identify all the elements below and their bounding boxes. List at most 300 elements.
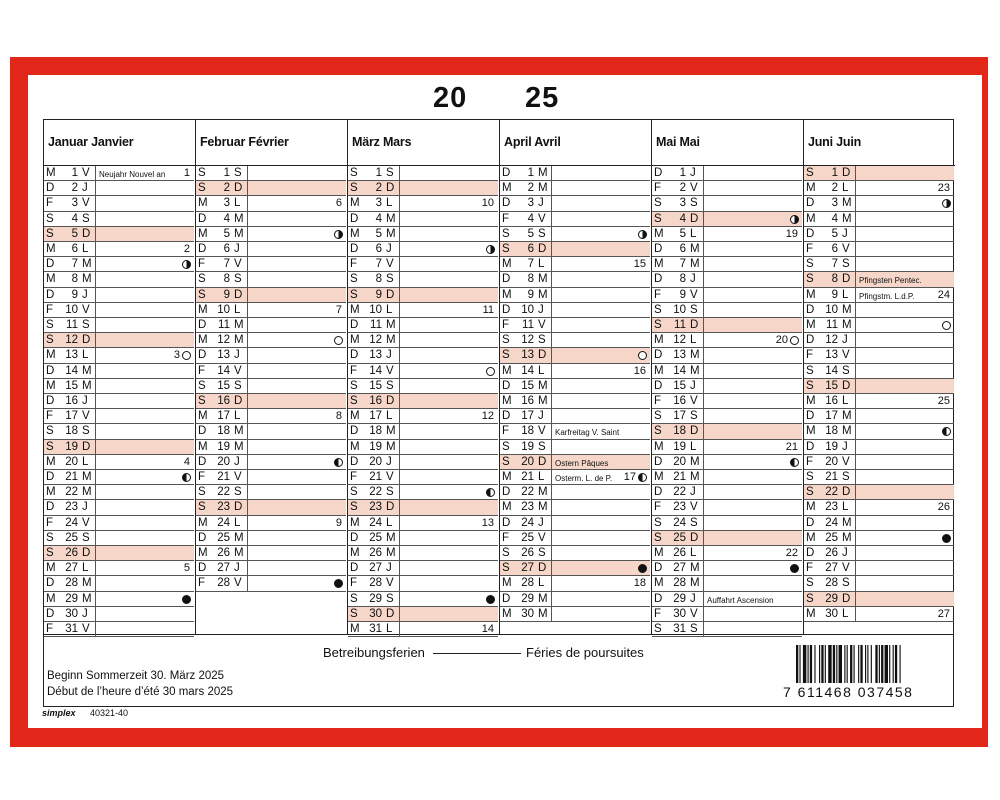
weekday-de: S bbox=[198, 273, 206, 286]
day-row[interactable] bbox=[652, 607, 803, 622]
day-row[interactable] bbox=[500, 455, 651, 470]
day-row[interactable] bbox=[348, 181, 499, 196]
weekday-fr: V bbox=[82, 623, 90, 635]
day-row[interactable] bbox=[348, 500, 499, 515]
day-row[interactable] bbox=[500, 607, 651, 622]
day-row[interactable] bbox=[44, 440, 195, 455]
day-row[interactable] bbox=[348, 257, 499, 272]
weekday-de: M bbox=[198, 410, 208, 423]
day-note-area bbox=[96, 455, 194, 470]
weekday-de: D bbox=[502, 592, 511, 605]
weekday-de: D bbox=[654, 455, 663, 468]
day-row[interactable] bbox=[652, 424, 803, 439]
day-row[interactable] bbox=[196, 333, 347, 348]
day-cell bbox=[348, 455, 399, 470]
cell-divider bbox=[399, 303, 400, 318]
day-row[interactable] bbox=[804, 531, 955, 546]
day-number: 13 bbox=[673, 349, 686, 362]
day-row[interactable] bbox=[348, 592, 499, 607]
day-row[interactable] bbox=[196, 196, 347, 211]
day-row[interactable] bbox=[652, 516, 803, 531]
day-row[interactable] bbox=[44, 409, 195, 424]
day-row[interactable] bbox=[652, 166, 803, 181]
day-row[interactable] bbox=[44, 257, 195, 272]
day-row[interactable] bbox=[44, 318, 195, 333]
day-row[interactable] bbox=[804, 348, 955, 363]
day-row[interactable] bbox=[804, 272, 955, 287]
day-row[interactable] bbox=[500, 181, 651, 196]
day-number: 19 bbox=[217, 440, 230, 453]
weekday-de: S bbox=[654, 623, 662, 635]
barcode-bar bbox=[844, 645, 845, 683]
day-row[interactable] bbox=[804, 364, 955, 379]
day-row[interactable] bbox=[804, 196, 955, 211]
day-row[interactable] bbox=[652, 242, 803, 257]
day-number: 25 bbox=[217, 531, 230, 544]
day-row[interactable] bbox=[348, 227, 499, 242]
day-cell bbox=[196, 166, 247, 181]
day-cell bbox=[500, 607, 551, 622]
day-number: 22 bbox=[217, 486, 230, 499]
cell-divider bbox=[703, 516, 704, 531]
day-row[interactable] bbox=[652, 470, 803, 485]
day-row[interactable] bbox=[652, 257, 803, 272]
day-note-area bbox=[552, 607, 650, 622]
day-row[interactable] bbox=[500, 409, 651, 424]
day-row[interactable] bbox=[652, 303, 803, 318]
day-row[interactable] bbox=[652, 364, 803, 379]
day-row[interactable] bbox=[348, 424, 499, 439]
day-row[interactable] bbox=[44, 348, 195, 363]
weekday-de: F bbox=[46, 623, 54, 635]
day-row[interactable] bbox=[44, 379, 195, 394]
day-row[interactable] bbox=[196, 166, 347, 181]
day-row[interactable] bbox=[196, 424, 347, 439]
weekday-de: M bbox=[198, 334, 208, 347]
day-row[interactable] bbox=[44, 196, 195, 211]
day-row[interactable] bbox=[44, 181, 195, 196]
day-row[interactable] bbox=[196, 470, 347, 485]
weekday-fr: V bbox=[690, 501, 698, 514]
day-row[interactable] bbox=[652, 348, 803, 363]
day-row[interactable] bbox=[652, 500, 803, 515]
day-row[interactable] bbox=[500, 424, 651, 439]
day-row[interactable] bbox=[196, 212, 347, 227]
day-row[interactable] bbox=[196, 364, 347, 379]
day-row[interactable] bbox=[804, 227, 955, 242]
day-number: 7 bbox=[375, 258, 382, 271]
weekday-fr: D bbox=[842, 273, 851, 286]
cell-divider bbox=[247, 333, 248, 348]
day-row[interactable] bbox=[500, 257, 651, 272]
day-row[interactable] bbox=[500, 485, 651, 500]
weekday-fr: J bbox=[690, 167, 696, 179]
day-row[interactable] bbox=[804, 500, 955, 515]
cell-divider bbox=[247, 561, 248, 576]
weekday-de: D bbox=[350, 349, 359, 362]
day-cell bbox=[652, 531, 703, 546]
day-row[interactable] bbox=[44, 166, 195, 181]
weekday-fr: L bbox=[386, 410, 393, 423]
day-row[interactable] bbox=[804, 257, 955, 272]
day-row[interactable] bbox=[348, 364, 499, 379]
day-row[interactable] bbox=[500, 394, 651, 409]
day-number: 3 bbox=[679, 197, 686, 210]
day-row[interactable] bbox=[196, 318, 347, 333]
day-row[interactable] bbox=[652, 576, 803, 591]
day-row[interactable] bbox=[652, 485, 803, 500]
barcode-bar bbox=[847, 645, 848, 683]
day-row[interactable] bbox=[652, 181, 803, 196]
day-row[interactable] bbox=[44, 212, 195, 227]
day-row[interactable] bbox=[804, 379, 955, 394]
day-row[interactable] bbox=[804, 288, 955, 303]
day-row[interactable] bbox=[500, 288, 651, 303]
month-column bbox=[44, 120, 196, 634]
day-row[interactable] bbox=[44, 607, 195, 622]
day-row[interactable] bbox=[348, 196, 499, 211]
day-cell bbox=[652, 424, 703, 439]
weekday-de: S bbox=[502, 547, 510, 559]
cell-divider bbox=[399, 576, 400, 591]
day-row[interactable] bbox=[348, 318, 499, 333]
day-row[interactable] bbox=[196, 242, 347, 257]
day-row[interactable] bbox=[348, 242, 499, 257]
day-row[interactable] bbox=[652, 227, 803, 242]
day-cell bbox=[348, 470, 399, 485]
day-note-area bbox=[400, 531, 498, 546]
day-row[interactable] bbox=[652, 318, 803, 333]
day-row[interactable] bbox=[44, 576, 195, 591]
day-row[interactable] bbox=[652, 379, 803, 394]
weekday-fr: D bbox=[690, 319, 699, 331]
day-row[interactable] bbox=[500, 379, 651, 394]
day-row[interactable] bbox=[44, 561, 195, 576]
day-row[interactable] bbox=[652, 212, 803, 227]
day-number: 24 bbox=[521, 516, 534, 529]
day-row[interactable] bbox=[500, 318, 651, 333]
day-row[interactable] bbox=[804, 333, 955, 348]
day-row[interactable] bbox=[652, 196, 803, 211]
day-row[interactable] bbox=[804, 181, 955, 196]
weekday-de: S bbox=[502, 227, 510, 240]
cell-divider bbox=[703, 409, 704, 424]
day-note-area bbox=[400, 212, 498, 227]
cell-divider bbox=[551, 485, 552, 500]
day-row[interactable] bbox=[44, 470, 195, 485]
day-row[interactable] bbox=[196, 485, 347, 500]
day-row[interactable] bbox=[804, 166, 955, 181]
day-row[interactable] bbox=[44, 288, 195, 303]
day-row[interactable] bbox=[196, 546, 347, 561]
cell-divider bbox=[855, 470, 856, 485]
day-row[interactable] bbox=[652, 531, 803, 546]
weekday-de: F bbox=[654, 395, 662, 407]
cell-divider bbox=[855, 576, 856, 591]
holiday-label: Osterm. L. de P. bbox=[555, 474, 613, 483]
ferien-label-fr: Féries de poursuites bbox=[526, 645, 644, 660]
day-row[interactable] bbox=[500, 546, 651, 561]
weekday-de: D bbox=[806, 547, 815, 559]
day-row[interactable] bbox=[348, 288, 499, 303]
day-row[interactable] bbox=[44, 485, 195, 500]
day-row[interactable] bbox=[348, 409, 499, 424]
day-row[interactable] bbox=[652, 288, 803, 303]
day-row[interactable] bbox=[196, 272, 347, 287]
day-row[interactable] bbox=[500, 561, 651, 576]
day-row[interactable] bbox=[196, 303, 347, 318]
day-row[interactable] bbox=[500, 364, 651, 379]
day-row[interactable] bbox=[652, 272, 803, 287]
weekday-de: M bbox=[350, 334, 360, 347]
day-cell bbox=[500, 196, 551, 211]
day-row[interactable] bbox=[500, 516, 651, 531]
weekday-fr: V bbox=[82, 167, 90, 179]
weekday-de: F bbox=[502, 531, 510, 544]
day-row[interactable] bbox=[44, 364, 195, 379]
cell-divider bbox=[399, 257, 400, 272]
day-row[interactable] bbox=[348, 516, 499, 531]
cell-divider bbox=[703, 546, 704, 561]
day-row[interactable] bbox=[500, 303, 651, 318]
day-row[interactable] bbox=[348, 379, 499, 394]
day-cell bbox=[44, 546, 95, 561]
day-row[interactable] bbox=[652, 440, 803, 455]
day-row[interactable] bbox=[348, 394, 499, 409]
weekday-de: M bbox=[654, 471, 664, 483]
weekday-fr: V bbox=[690, 395, 698, 407]
weekday-fr: M bbox=[538, 501, 548, 514]
day-row[interactable] bbox=[348, 333, 499, 348]
cell-divider bbox=[95, 500, 96, 515]
weekday-de: M bbox=[46, 486, 56, 499]
day-note-area bbox=[704, 592, 802, 607]
day-row[interactable] bbox=[44, 303, 195, 318]
cell-divider bbox=[703, 592, 704, 607]
day-note-area bbox=[248, 561, 346, 576]
day-row[interactable] bbox=[652, 546, 803, 561]
day-row[interactable] bbox=[44, 546, 195, 561]
day-row[interactable] bbox=[500, 242, 651, 257]
cell-divider bbox=[95, 409, 96, 424]
day-row[interactable] bbox=[348, 470, 499, 485]
day-row[interactable] bbox=[196, 500, 347, 515]
day-row[interactable] bbox=[652, 561, 803, 576]
weekday-de: F bbox=[806, 562, 814, 575]
day-row[interactable] bbox=[500, 470, 651, 485]
weekday-de: S bbox=[198, 395, 206, 407]
barcode-bar bbox=[889, 645, 890, 683]
week-number: 25 bbox=[937, 395, 950, 407]
day-row[interactable] bbox=[500, 500, 651, 515]
day-row[interactable] bbox=[44, 333, 195, 348]
day-number: 17 bbox=[673, 410, 686, 423]
day-row[interactable] bbox=[196, 561, 347, 576]
day-row[interactable] bbox=[196, 409, 347, 424]
day-row[interactable] bbox=[348, 531, 499, 546]
day-row[interactable] bbox=[348, 576, 499, 591]
day-cell bbox=[44, 181, 95, 196]
day-row[interactable] bbox=[500, 348, 651, 363]
day-row[interactable] bbox=[44, 531, 195, 546]
moon-new-icon bbox=[790, 564, 799, 573]
day-row[interactable] bbox=[804, 303, 955, 318]
day-row[interactable] bbox=[196, 227, 347, 242]
weekday-de: S bbox=[806, 379, 814, 392]
day-row[interactable] bbox=[804, 546, 955, 561]
day-row[interactable] bbox=[652, 592, 803, 607]
day-row[interactable] bbox=[804, 561, 955, 576]
day-row[interactable] bbox=[500, 227, 651, 242]
weekday-fr: V bbox=[538, 212, 546, 225]
cell-divider bbox=[95, 424, 96, 439]
day-row[interactable] bbox=[804, 440, 955, 455]
day-row[interactable] bbox=[804, 212, 955, 227]
day-row[interactable] bbox=[196, 516, 347, 531]
weekday-fr: S bbox=[842, 471, 850, 483]
day-row[interactable] bbox=[652, 333, 803, 348]
day-row[interactable] bbox=[652, 409, 803, 424]
day-number: 23 bbox=[825, 501, 838, 514]
cell-divider bbox=[855, 440, 856, 455]
day-row[interactable] bbox=[500, 212, 651, 227]
day-row[interactable] bbox=[44, 424, 195, 439]
day-cell bbox=[44, 440, 95, 455]
day-row[interactable] bbox=[500, 531, 651, 546]
day-cell bbox=[652, 455, 703, 470]
cell-divider bbox=[551, 257, 552, 272]
day-row[interactable] bbox=[500, 272, 651, 287]
day-row[interactable] bbox=[804, 470, 955, 485]
day-cell bbox=[44, 516, 95, 531]
day-row[interactable] bbox=[500, 592, 651, 607]
day-row[interactable] bbox=[196, 394, 347, 409]
day-row[interactable] bbox=[44, 500, 195, 515]
day-row[interactable] bbox=[348, 546, 499, 561]
day-number: 19 bbox=[369, 440, 382, 453]
day-row[interactable] bbox=[804, 424, 955, 439]
day-note-area bbox=[400, 592, 498, 607]
day-row[interactable] bbox=[44, 394, 195, 409]
day-row[interactable] bbox=[196, 531, 347, 546]
day-row[interactable] bbox=[44, 455, 195, 470]
cell-divider bbox=[551, 166, 552, 181]
day-row[interactable] bbox=[500, 576, 651, 591]
weekday-fr: D bbox=[538, 243, 547, 255]
day-row[interactable] bbox=[652, 455, 803, 470]
day-row[interactable] bbox=[348, 348, 499, 363]
day-row[interactable] bbox=[500, 196, 651, 211]
day-row[interactable] bbox=[348, 607, 499, 622]
day-note-area bbox=[704, 607, 802, 622]
day-row[interactable] bbox=[196, 181, 347, 196]
day-note-area bbox=[248, 196, 346, 211]
week-number: 18 bbox=[633, 577, 646, 590]
weekday-fr: S bbox=[386, 273, 394, 286]
day-cell bbox=[500, 333, 551, 348]
weekday-de: D bbox=[46, 395, 55, 407]
day-row[interactable] bbox=[196, 576, 347, 591]
day-row[interactable] bbox=[348, 440, 499, 455]
day-row[interactable] bbox=[348, 272, 499, 287]
cell-divider bbox=[703, 607, 704, 622]
weekday-de: M bbox=[198, 303, 208, 316]
weekday-fr: M bbox=[842, 197, 852, 210]
day-row[interactable] bbox=[348, 455, 499, 470]
day-row[interactable] bbox=[44, 227, 195, 242]
weekday-de: M bbox=[502, 471, 512, 483]
day-number: 25 bbox=[369, 531, 382, 544]
day-row[interactable] bbox=[804, 576, 955, 591]
day-row[interactable] bbox=[804, 516, 955, 531]
day-row[interactable] bbox=[804, 409, 955, 424]
day-row[interactable] bbox=[44, 242, 195, 257]
day-row[interactable] bbox=[196, 455, 347, 470]
month-grid bbox=[43, 119, 954, 635]
day-row[interactable] bbox=[804, 592, 955, 607]
day-row[interactable] bbox=[44, 516, 195, 531]
weekday-de: M bbox=[806, 395, 816, 407]
day-row[interactable] bbox=[500, 440, 651, 455]
day-row[interactable] bbox=[196, 348, 347, 363]
day-row[interactable] bbox=[804, 394, 955, 409]
day-cell bbox=[44, 485, 95, 500]
week-number: 13 bbox=[481, 516, 494, 529]
day-row[interactable] bbox=[500, 166, 651, 181]
day-cell bbox=[652, 242, 703, 257]
day-cell bbox=[804, 455, 855, 470]
day-row[interactable] bbox=[804, 485, 955, 500]
day-row[interactable] bbox=[44, 592, 195, 607]
day-row[interactable] bbox=[804, 455, 955, 470]
day-row[interactable] bbox=[804, 318, 955, 333]
day-number: 9 bbox=[71, 288, 78, 301]
cell-divider bbox=[551, 500, 552, 515]
day-row[interactable] bbox=[196, 440, 347, 455]
day-number: 1 bbox=[831, 167, 838, 179]
day-row[interactable] bbox=[652, 394, 803, 409]
moon-first-icon bbox=[942, 199, 951, 208]
day-note-area bbox=[552, 272, 650, 287]
day-row[interactable] bbox=[348, 303, 499, 318]
day-row[interactable] bbox=[196, 288, 347, 303]
day-row[interactable] bbox=[804, 242, 955, 257]
day-number: 7 bbox=[679, 258, 686, 271]
day-row[interactable] bbox=[348, 561, 499, 576]
weekday-de: D bbox=[502, 516, 511, 529]
day-number: 30 bbox=[825, 607, 838, 620]
day-cell bbox=[196, 500, 247, 515]
day-row[interactable] bbox=[804, 607, 955, 622]
weekday-fr: S bbox=[842, 258, 850, 271]
day-row[interactable] bbox=[500, 333, 651, 348]
day-cell bbox=[348, 440, 399, 455]
day-cell bbox=[348, 303, 399, 318]
day-row[interactable] bbox=[44, 272, 195, 287]
day-row[interactable] bbox=[196, 379, 347, 394]
day-row[interactable] bbox=[348, 166, 499, 181]
day-note-area bbox=[400, 257, 498, 272]
day-number: 18 bbox=[65, 425, 78, 438]
weekday-fr: M bbox=[690, 364, 700, 377]
weekday-fr: M bbox=[690, 471, 700, 483]
day-note-area bbox=[856, 364, 954, 379]
day-cell bbox=[196, 470, 247, 485]
day-row[interactable] bbox=[348, 485, 499, 500]
day-row[interactable] bbox=[348, 212, 499, 227]
day-number: 3 bbox=[223, 197, 230, 210]
day-row[interactable] bbox=[196, 257, 347, 272]
